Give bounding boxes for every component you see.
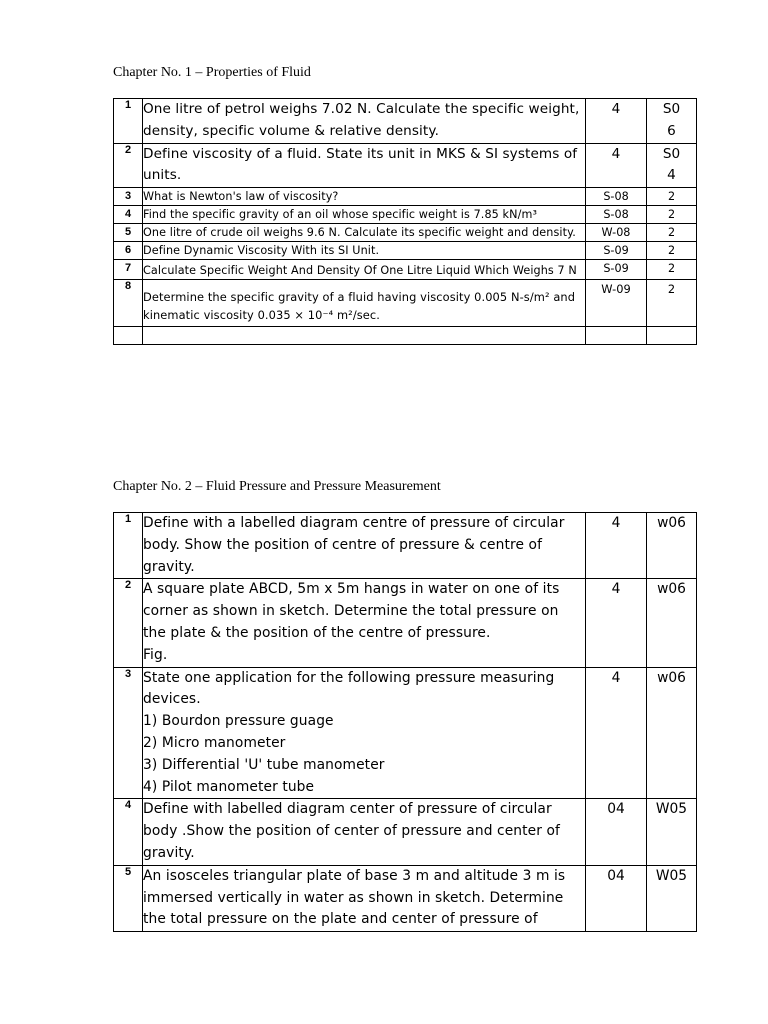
table-row: [114, 224, 697, 242]
question-year: 2: [647, 260, 697, 280]
question-number: 7: [114, 260, 143, 280]
question-number: 1: [114, 513, 143, 579]
chapter-1-title: Chapter No. 1 – Properties of Fluid: [113, 65, 311, 80]
table-row: [114, 99, 697, 144]
chapter-2-title: Chapter No. 2 – Fluid Pressure and Pressure Measurement: [113, 479, 441, 494]
table-row-empty: [114, 327, 697, 345]
question-text: One litre of crude oil weighs 9.6 N. Calculate its specific weight and density.: [143, 224, 586, 242]
question-text: Calculate Specific Weight And Density Of One Litre Liquid Which Weighs 7 N: [143, 260, 586, 280]
question-text: Define with a labelled diagram centre of pressure of circular body. Show the position of centre of pressure & centre of gravity.: [143, 513, 586, 579]
question-marks: 4: [586, 579, 647, 667]
question-marks: S-08: [586, 206, 647, 224]
question-number: 3: [114, 667, 143, 799]
question-text: An isosceles triangular plate of base 3 m and altitude 3 m is immersed vertically in water as shown in sketch. Determine the total pressure on the plate and center of pressure of: [143, 865, 586, 931]
question-year: 2: [647, 224, 697, 242]
question-marks: W-09: [586, 280, 647, 327]
question-marks: W-08: [586, 224, 647, 242]
table-row: [114, 579, 697, 667]
question-marks: 4: [586, 667, 647, 799]
question-number: 2: [114, 579, 143, 667]
question-year: 2: [647, 280, 697, 327]
question-marks: 04: [586, 865, 647, 931]
question-year: 2: [647, 242, 697, 260]
question-year: W05: [647, 799, 697, 865]
table-row: [114, 513, 697, 579]
question-text: A square plate ABCD, 5m x 5m hangs in water on one of its corner as shown in sketch. Determine the total pressure on the plate & the position of the centre of pressure. Fig.: [143, 579, 586, 667]
question-marks: 4: [586, 513, 647, 579]
question-number: 8: [114, 280, 143, 327]
table-row: [114, 865, 697, 931]
chapter-2-question-table: [113, 512, 697, 932]
question-marks: 4: [586, 99, 647, 144]
question-year: 2: [647, 188, 697, 206]
question-number: 4: [114, 799, 143, 865]
table-row: [114, 667, 697, 799]
table-row: [114, 206, 697, 224]
question-year: S0 4: [647, 143, 697, 188]
question-text: Define viscosity of a fluid. State its unit in MKS & SI systems of units.: [143, 143, 586, 188]
question-year: S0 6: [647, 99, 697, 144]
question-text: Determine the specific gravity of a fluid having viscosity 0.005 N-s/m² and kinematic viscosity 0.035 × 10⁻⁴ m²/sec.: [143, 280, 586, 327]
question-text: What is Newton's law of viscosity?: [143, 188, 586, 206]
question-number: 4: [114, 206, 143, 224]
question-marks: 04: [586, 799, 647, 865]
table-row: [114, 280, 697, 327]
question-year: w06: [647, 579, 697, 667]
table-row: [114, 188, 697, 206]
question-marks: S-09: [586, 242, 647, 260]
question-text: One litre of petrol weighs 7.02 N. Calculate the specific weight, density, specific volume & relative density.: [143, 99, 586, 144]
question-year: 2: [647, 206, 697, 224]
table-row: [114, 143, 697, 188]
question-text: State one application for the following pressure measuring devices. 1) Bourdon pressure guage 2) Micro manometer 3) Differential 'U' tube manometer 4) Pilot manometer tube: [143, 667, 586, 799]
question-number: 5: [114, 224, 143, 242]
question-number: 5: [114, 865, 143, 931]
question-marks: S-09: [586, 260, 647, 280]
question-number: 1: [114, 99, 143, 144]
table-row: [114, 242, 697, 260]
question-year: W05: [647, 865, 697, 931]
chapter-1-question-table: [113, 98, 697, 345]
question-marks: S-08: [586, 188, 647, 206]
table-row: [114, 799, 697, 865]
question-marks: 4: [586, 143, 647, 188]
question-number: 6: [114, 242, 143, 260]
question-year: w06: [647, 667, 697, 799]
question-year: w06: [647, 513, 697, 579]
question-number: 3: [114, 188, 143, 206]
table-row: [114, 260, 697, 280]
question-number: 2: [114, 143, 143, 188]
question-text: Find the specific gravity of an oil whose specific weight is 7.85 kN/m³: [143, 206, 586, 224]
question-text: Define with labelled diagram center of pressure of circular body .Show the position of center of pressure and center of gravity.: [143, 799, 586, 865]
question-text: Define Dynamic Viscosity With its SI Unit.: [143, 242, 586, 260]
